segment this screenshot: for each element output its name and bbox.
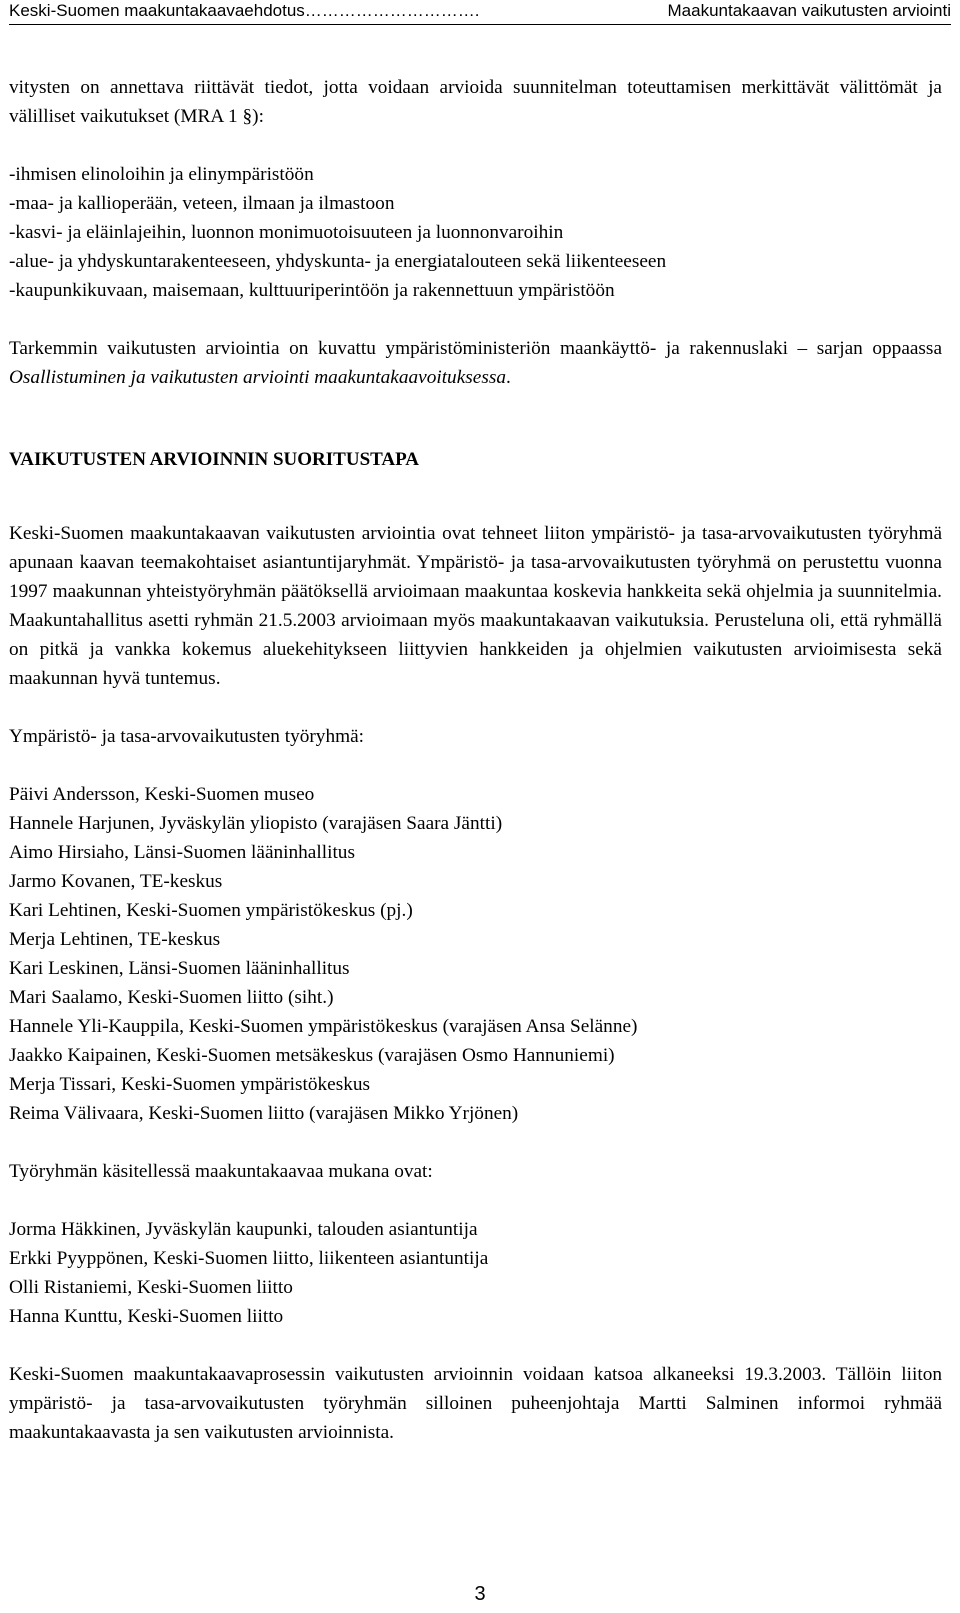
list-item: Aimo Hirsiaho, Länsi-Suomen lääninhallitus: [9, 842, 355, 863]
list-item: Päivi Andersson, Keski-Suomen museo: [9, 784, 315, 805]
participants-list: [9, 1215, 942, 1331]
list-item: Kari Leskinen, Länsi-Suomen lääninhallitus: [9, 958, 350, 979]
page-content: [9, 73, 942, 1447]
impact-list: [9, 160, 942, 305]
list-item: -maa- ja kallioperään, veteen, ilmaan ja ilmastoon: [9, 193, 395, 214]
page-number: 3: [474, 1583, 486, 1605]
running-header: [9, 0, 951, 25]
list-item: Merja Lehtinen, TE-keskus: [9, 929, 221, 950]
list-item: Hannele Yli-Kauppila, Keski-Suomen ympäristökeskus (varajäsen Ansa Selänne): [9, 1016, 638, 1037]
working-group-list: [9, 780, 942, 1128]
list-item: Olli Ristaniemi, Keski-Suomen liitto: [9, 1277, 293, 1298]
guide-title: Osallistuminen ja vaikutusten arviointi maakuntakaavoituksessa: [9, 367, 506, 388]
list-item: Reima Välivaara, Keski-Suomen liitto (varajäsen Mikko Yrjönen): [9, 1103, 519, 1124]
guide-paragraph: [9, 334, 942, 392]
list-item: Hannele Harjunen, Jyväskylän yliopisto (varajäsen Saara Jäntti): [9, 813, 503, 834]
list-item: -kasvi- ja eläinlajeihin, luonnon monimuotoisuuteen ja luonnonvaroihin: [9, 222, 564, 243]
intro-paragraph: vitysten on annettava riittävät tiedot, jotta voidaan arvioida suunnitelman toteuttamisen merkittävät välittömät ja välilliset vaikutukset (MRA 1 §):: [9, 77, 942, 127]
participants-title: Työryhmän käsitellessä maakuntakaavaa mukana ovat:: [9, 1161, 433, 1182]
list-item: Mari Saalamo, Keski-Suomen liitto (siht.): [9, 987, 334, 1008]
list-item: Merja Tissari, Keski-Suomen ympäristökeskus: [9, 1074, 370, 1095]
closing-paragraph: Keski-Suomen maakuntakaavaprosessin vaikutusten arvioinnin voidaan katsoa alkaneeksi 19.3.2003. Tällöin liiton ympäristö- ja tasa-arvovaikutusten työryhmän silloinen puheenjohtaja Martti Salminen informoi ryhmää maakuntakaavasta ja sen vaikutusten arvioinnista.: [9, 1364, 942, 1443]
guide-text: Tarkemmin vaikutusten arviointia on kuvattu ympäristöministeriön maankäyttö- ja rakennuslaki – sarjan oppaassa: [9, 338, 942, 359]
list-item: Hanna Kunttu, Keski-Suomen liitto: [9, 1306, 284, 1327]
list-item: -ihmisen elinoloihin ja elinympäristöön: [9, 164, 314, 185]
list-item: Kari Lehtinen, Keski-Suomen ympäristökeskus (pj.): [9, 900, 413, 921]
list-item: -alue- ja yhdyskuntarakenteeseen, yhdyskunta- ja energiatalouteen sekä liikenteeseen: [9, 251, 667, 272]
header-document-title: Keski-Suomen maakuntakaavaehdotus………………………….: [9, 1, 480, 20]
list-item: Jarmo Kovanen, TE-keskus: [9, 871, 223, 892]
guide-text-end: .: [505, 367, 511, 388]
list-item: Erkki Pyyppönen, Keski-Suomen liitto, liikenteen asiantuntija: [9, 1248, 489, 1269]
list-item: Jorma Häkkinen, Jyväskylän kaupunki, talouden asiantuntija: [9, 1219, 478, 1240]
working-group-title: Ympäristö- ja tasa-arvovaikutusten työryhmä:: [9, 726, 364, 747]
method-paragraph: Keski-Suomen maakuntakaavan vaikutusten arviointia ovat tehneet liiton ympäristö- ja tasa-arvovaikutusten työryhmä apunaan kaavan teemakohtaiset asiantuntijaryhmät. Ympäristö- ja tasa-arvovaikutusten työryhmä on perustettu vuonna 1997 maakunnan yhteistyöryhmän päätöksellä arvioimaan maakuntaa koskevia hankkeita sekä ohjelmia ja suunnitelmia. Maakuntahallitus asetti ryhmän 21.5.2003 arvioimaan myös maakuntakaavan vaikutuksia. Perusteluna oli, että ryhmällä on pitkä ja vankka kokemus aluekehitykseen liittyvien hankkeiden ja ohjelmien vaikutusten arvioimisesta sekä maakunnan hyvä tuntemus.: [9, 523, 942, 689]
list-item: Jaakko Kaipainen, Keski-Suomen metsäkeskus (varajäsen Osmo Hannuniemi): [9, 1045, 615, 1066]
list-item: -kaupunkikuvaan, maisemaan, kulttuuriperintöön ja rakennettuun ympäristöön: [9, 280, 615, 301]
header-section-title: Maakuntakaavan vaikutusten arviointi: [667, 1, 951, 20]
section-heading: VAIKUTUSTEN ARVIOINNIN SUORITUSTAPA: [9, 449, 420, 470]
